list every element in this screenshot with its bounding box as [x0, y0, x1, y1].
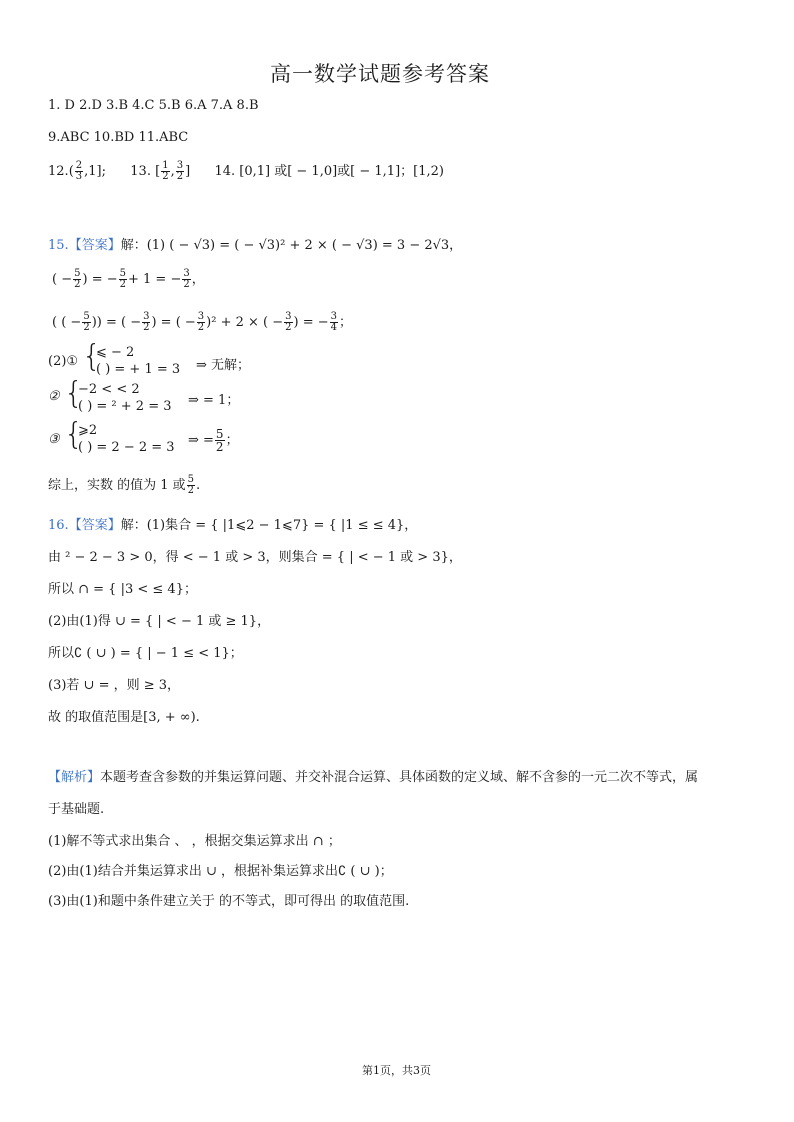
q15-line1: 15.【答案】解：(1) ( − √3) = ( − √3)² + 2 × ( − √3) = 3 − 2√3，: [48, 238, 463, 253]
q15-answer-tag: 【答案】: [68, 238, 121, 253]
q15-label: 15.: [48, 238, 69, 253]
q15-line2: ( − $\frac{5}{2}$ ) = − $\frac{5}{2}$ + 1 = − $\frac{3}{2}$ ，: [52, 268, 205, 290]
analysis-line5: (3)由(1)和题中条件建立关于 的不等式，即可得出 的取值范围.: [48, 894, 410, 909]
mc-answers-line1: 1. D 2.D 3.B 4.C 5.B 6.A 7.A 8.B: [48, 98, 259, 113]
q15-case2-result: ⇒ = 1；: [188, 393, 240, 408]
q15-case2-system: −2 < < 2 ( ) = ² + 2 = 3: [78, 382, 172, 414]
q15-case1-result: ⇒ 无解；: [196, 358, 251, 373]
q15-case3-result: ⇒ = $\frac{5}{2}$ ；: [188, 427, 239, 454]
analysis-line4: (2)由(1)结合并集运算求出 ∪ ，根据补集运算求出∁ ( ∪ )；: [48, 864, 393, 879]
fill-answers-line: 12.( $\frac{2}{3}$ ,1]; 13. [ $\frac{1}{2}$ , $\frac{3}{2}$ ] 14. [0,1] 或[ − 1,0]或[ − 1,1]；[1,2): [48, 160, 444, 182]
q16-line4: (2)由(1)得 ∪ = { | < − 1 或 ≥ 1}，: [48, 614, 271, 629]
q16-line7: 故 的取值范围是[3, + ∞).: [48, 710, 200, 725]
analysis-line3: (1)解不等式求出集合 、 ，根据交集运算求出 ∩ ；: [48, 834, 341, 849]
q16-label: 16.: [48, 518, 69, 533]
q16-line3: 所以 ∩ = { |3 < ≤ 4}；: [48, 582, 197, 597]
page-footer: 第1页，共3页: [362, 1064, 431, 1077]
q16-line2: 由 ² − 2 − 3 > 0，得 < − 1 或 > 3，则集合 = { | < − 1 或 > 3}，: [48, 550, 462, 565]
q15-case3-system: ⩾2 ( ) = 2 − 2 = 3: [78, 423, 175, 455]
analysis-line1: 【解析】本题考查含参数的并集运算问题、并交补混合运算、具体函数的定义域、解不含参的一元二次不等式，属: [48, 770, 699, 785]
q15-case2-brace: {: [64, 376, 84, 411]
q16-answer-tag: 【答案】: [68, 518, 121, 533]
mc-answers-line2: 9.ABC 10.BD 11.ABC: [48, 130, 189, 145]
q16-line1: 16.【答案】解：(1)集合 = { |1⩽2 − 1⩽7} = { |1 ≤ ≤ 4}，: [48, 518, 418, 533]
q15-case3-label: ③: [48, 432, 60, 447]
q15-summary: 综上，实数 的值为 1 或 $\frac{5}{2}$ .: [48, 474, 201, 496]
q16-line5: 所以∁ ( ∪ ) = { | − 1 ≤ < 1}；: [48, 646, 243, 661]
analysis-line2: 于基础题.: [48, 802, 105, 817]
q15-case1-brace: {: [82, 339, 102, 374]
q16-line6: (3)若 ∪ = ，则 ≥ 3，: [48, 678, 181, 693]
page-title: 高一数学试题参考答案: [270, 62, 490, 86]
q15-line3: ( ( − $\frac{5}{2}$ )) = ( − $\frac{3}{2}$ ) = ( − $\frac{3}{2}$ )² + 2 × ( − $\frac{3}{2}$ ) = − $\frac{3}{4}$ ；: [52, 311, 353, 333]
q15-case1-label: (2)①: [48, 354, 79, 369]
analysis-tag: 【解析】: [48, 770, 101, 785]
q15-case2-label: ②: [48, 389, 60, 404]
q15-case1-system: ⩽ − 2 ( ) = + 1 = 3: [96, 345, 181, 377]
q15-case3-brace: {: [64, 417, 84, 452]
